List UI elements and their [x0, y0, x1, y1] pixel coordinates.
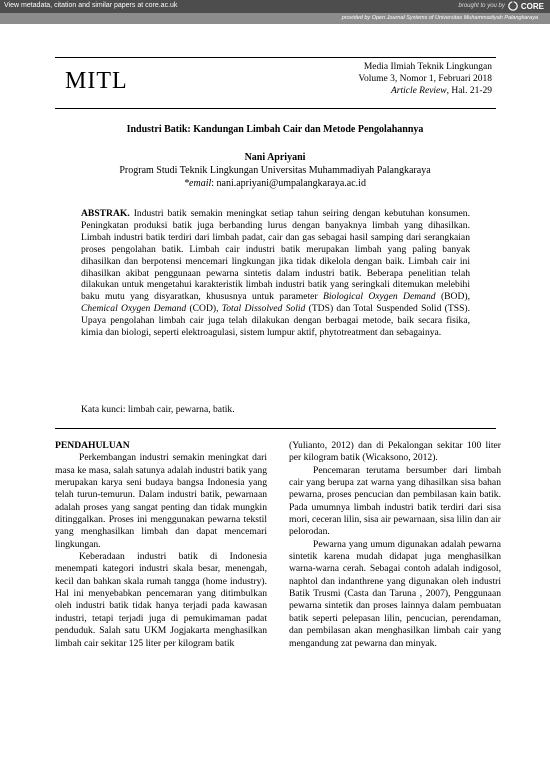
body-paragraph: Pewarna yang umum digunakan adalah pewarna sintetik karena mudah didapat juga menghasilkan warna-warna cerah. Sebagai contoh adalah indigosol, naphtol dan indanthrene yang digunakan oleh industri Batik Trusmi (Casta dan Taruna , 2007), Penggunaan pewarna sintetik dan proses lainnya dalam pembuatan batik seperti pelepasan lilin, pencucian, perendaman, dan pembilasan akan menghasilkan limbah cair yang mengandung zat pewarna dan minyak.	[289, 538, 501, 649]
body-paragraph: (Yulianto, 2012) dan di Pekalongan sekitar 100 liter per kilogram batik (Wicaksono, 2012).	[289, 440, 501, 464]
body-paragraph: Pencemaran terutama bersumber dari limbah cair yang berupa zat warna yang dihasilkan sisa bahan pewarna, proses pencucian dan pembilasan kain batik. Pada umumnya limbah industri batik terdiri dari sisa mori, ceceran lilin, sisa air pewarnaan, sisa lilin dan air pelorodan.	[289, 464, 501, 538]
journal-name: Media Ilmiah Teknik Lingkungan	[363, 62, 492, 72]
journal-meta	[358, 61, 492, 97]
paper-author: Nani Apriyani	[244, 152, 306, 163]
abstract-bod: Biological Oxygen Demand	[323, 291, 436, 303]
abstract-cod: Chemical Oxygen Demand	[81, 303, 187, 315]
provided-by-link[interactable]: provided by Open Journal Systems of Universitas Muhammadiyah Palangkaraya	[341, 15, 538, 21]
abstract-tds: Total Dissolved Solid	[221, 303, 306, 315]
journal-short-name: MITL	[65, 68, 128, 94]
core-logo-icon	[508, 1, 518, 11]
core-label: CORE	[520, 1, 544, 11]
email-address: : nani.apriyani@umpalangkaraya.ac.id	[211, 178, 366, 189]
keywords: Kata kunci: limbah cair, pewarna, batik.	[81, 404, 235, 415]
abstract-text-2: (BOD),	[435, 291, 470, 303]
abstract-text-1: Industri batik semakin meningkat setiap tahun seiring dengan kebutuhan konsumen. Peningkatan produksi batik juga berbanding lurus dengan banyaknya limbah yang dihasilkan. Limbah industri batik terdiri dari limbah padat, cair dan gas sebagai hasil samping dari serangkaian proses pengolahan batik. Limbah cair industri batik merupakan limbah yang paling banyak dihasilkan dan berpotensi mencemari lingkungan jika tidak dikelola dengan baik. Limbah cair ini dihasilkan akibat penggunaan pewarna sintetis dalam industri batik. Beberapa penelitian telah dilakukan untuk mengetahui karakteristik limbah industri batik yang seringkali ditemukan melebihi baku mutu yang disyaratkan, khususnya untuk parameter	[81, 208, 470, 303]
author-affiliation: Program Studi Teknik Lingkungan Universitas Muhammadiyah Palangkaraya	[119, 165, 431, 176]
section-heading: PENDAHULUAN	[55, 440, 130, 451]
author-email	[0, 178, 550, 189]
section-divider	[55, 428, 496, 429]
page-range: , Hal. 21-29	[446, 86, 492, 96]
email-label: *email	[184, 178, 212, 189]
core-branding[interactable]	[459, 1, 545, 11]
abstract-text-4: (TDS) dan Total Suspended Solid (TSS). Upaya pengolahan limbah cair juga telah dilakukan dengan berbagai metode, baik secara fisika, kimia dan biologi, seperti elektroagulasi, sistem lumpur aktif, phytotreatment dan sebagainya.	[81, 303, 471, 339]
body-column-right	[289, 440, 501, 650]
journal-issue: Volume 3, Nomor 1, Februari 2018	[358, 74, 492, 84]
abstract-text-3: (COD),	[186, 303, 222, 315]
core-metadata-link[interactable]: View metadata, citation and similar papers at core.ac.uk	[4, 2, 178, 9]
body-paragraph: Keberadaan industri batik di Indonesia menempati kategori industri skala besar, menengah, kecil dan bahkan skala rumah tangga (home industry). Hal ini menyebabkan pencemaran yang ditimbulkan oleh industri batik tidak hanya terjadi pada kawasan industri, tetapi terjadi juga di pemukimaman padat penduduk. Salah satu UKM Jogjakarta menghasilkan limbah cair sekitar 125 liter per kilogram batik	[55, 551, 267, 649]
brought-to-you-text: brought to you by	[458, 3, 505, 9]
abstract-label: ABSTRAK.	[81, 208, 130, 219]
paper-title: Industri Batik: Kandungan Limbah Cair dan Metode Pengolahannya	[126, 124, 424, 135]
journal-header	[55, 57, 496, 109]
core-topbar	[0, 0, 550, 13]
article-type: Article Review	[390, 86, 447, 96]
body-paragraph: Perkembangan industri semakin meningkat dari masa ke masa, salah satunya adalah industri batik yang merupakan karya seni budaya bangsa Indonesia yang telah turun-temurun. Dalam industri batik, pewarnaan adalah proses yang sangat penting dan tidak mungkin ditinggalkan. Proses ini menggunakan pewarna tekstil yang menghasilkan limbah dan dapat mencemari lingkungan.	[55, 452, 267, 550]
provider-bar	[0, 13, 550, 24]
journal-article-info	[358, 85, 492, 97]
abstract	[81, 208, 470, 339]
body-column-left	[55, 440, 267, 650]
